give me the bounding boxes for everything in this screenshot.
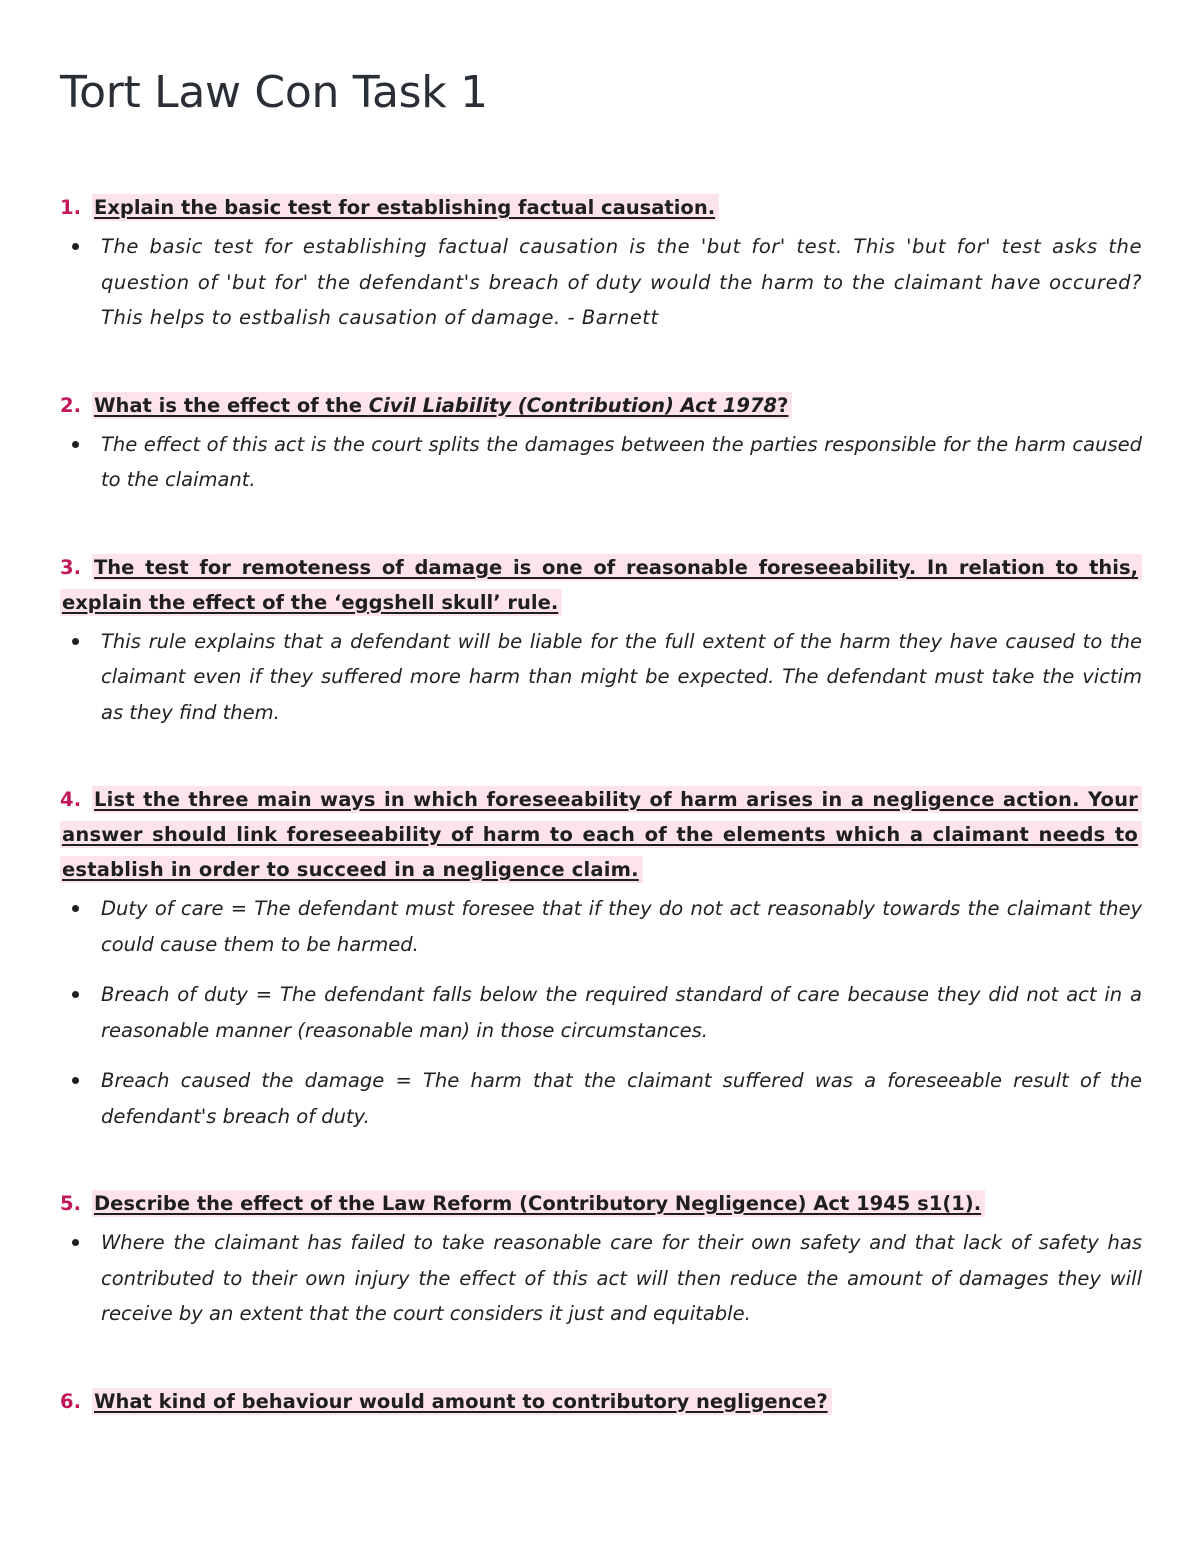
bullet-icon — [72, 638, 79, 645]
question-heading — [60, 1384, 1142, 1419]
question-text: List the three main ways in which foreseeability of harm arises in a negligence action. Your answer should link foreseeability of harm to each of the elements which a claimant needs to establish in order to succeed in a negligence claim. — [60, 786, 1142, 883]
question-text: Explain the basic test for establishing factual causation. — [92, 194, 719, 221]
question-number: 4. — [60, 788, 82, 811]
bullet-icon — [72, 1077, 79, 1084]
question-heading — [60, 1186, 1142, 1221]
question-list — [60, 190, 1142, 1419]
answer-list — [60, 891, 1142, 1134]
answer-item: Breach of duty = The defendant falls below the required standard of care because they did not act in a reasonable manner (reasonable man) in those circumstances. — [60, 977, 1142, 1048]
answer-list — [60, 1225, 1142, 1332]
bullet-icon — [72, 441, 79, 448]
answer-list — [60, 427, 1142, 498]
question-number: 1. — [60, 196, 81, 219]
page-title: Tort Law Con Task 1 — [60, 67, 488, 118]
question-1 — [60, 190, 1142, 336]
question-4 — [60, 782, 1142, 1134]
question-text: What is the effect of the Civil Liability (Contribution) Act 1978? — [92, 392, 792, 419]
question-text: What kind of behaviour would amount to contributory negligence? — [92, 1388, 832, 1415]
answer-item: Duty of care = The defendant must foresee that if they do not act reasonably towards the claimant they could cause them to be harmed. — [60, 891, 1142, 962]
question-number: 6. — [60, 1389, 81, 1413]
bullet-icon — [72, 991, 79, 998]
answer-item: The effect of this act is the court splits the damages between the parties responsible for the harm caused to the claimant. — [60, 427, 1142, 498]
answer-item: Breach caused the damage = The harm that the claimant suffered was a foreseeable result of the defendant's breach of duty. — [60, 1063, 1142, 1134]
question-heading — [60, 782, 1142, 887]
answer-item: This rule explains that a defendant will be liable for the full extent of the harm they have caused to the claimant even if they suffered more harm than might be expected. The defendant must take the victim as they find them. — [60, 624, 1142, 731]
question-number: 2. — [60, 393, 81, 417]
bullet-icon — [72, 1239, 79, 1246]
answer-item: Where the claimant has failed to take reasonable care for their own safety and that lack of safety has contributed to their own injury the effect of this act will then reduce the amount of damages they will receive by an extent that the court considers it just and equitable. — [60, 1225, 1142, 1332]
question-text: Describe the effect of the Law Reform (Contributory Negligence) Act 1945 s1(1). — [92, 1190, 985, 1217]
question-heading — [60, 190, 1142, 225]
question-heading — [60, 550, 1142, 620]
bullet-icon — [72, 905, 79, 912]
question-3 — [60, 550, 1142, 731]
question-number: 5. — [60, 1192, 81, 1215]
answer-list — [60, 229, 1142, 336]
question-heading — [60, 388, 1142, 423]
question-text: The test for remoteness of damage is one of reasonable foreseeability. In relation to this, explain the effect of the ‘eggshell skull’ rule. — [60, 554, 1142, 616]
answer-item: The basic test for establishing factual causation is the 'but for' test. This 'but for' test asks the question of 'but for' the defendant's breach of duty would the harm to the claimant have occured? This helps to estbalish causation of damage. - Barnett — [60, 229, 1142, 336]
act-title: Civil Liability (Contribution) Act 1978 — [368, 393, 778, 417]
question-number: 3. — [60, 555, 81, 579]
answer-list — [60, 624, 1142, 731]
question-5 — [60, 1186, 1142, 1332]
question-2 — [60, 388, 1142, 498]
bullet-icon — [72, 243, 79, 250]
question-6 — [60, 1384, 1142, 1419]
